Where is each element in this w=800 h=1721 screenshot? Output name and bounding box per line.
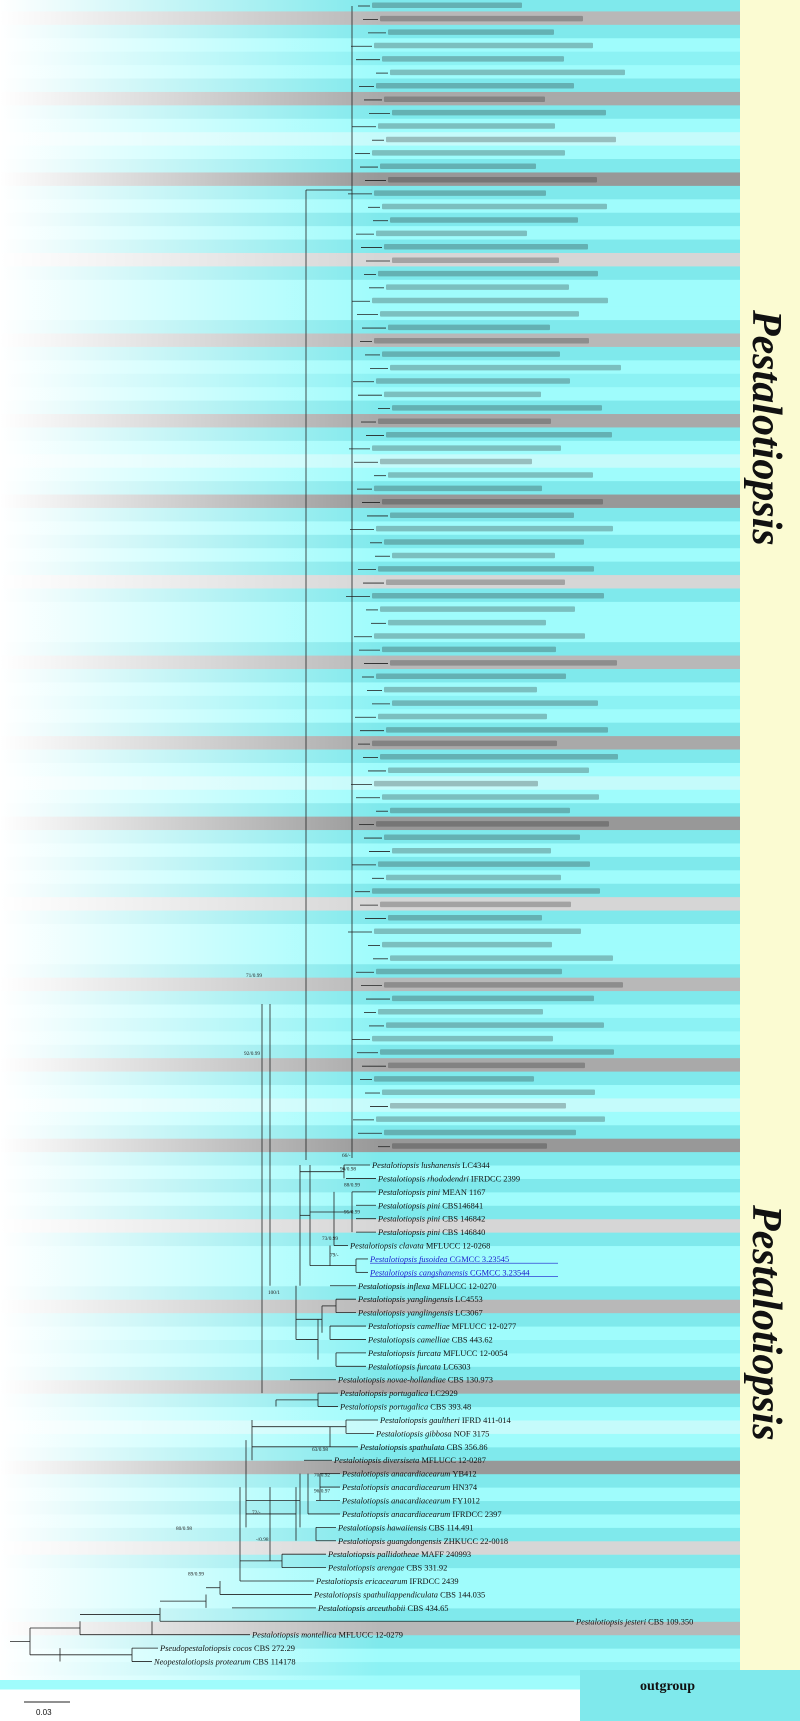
taxon-label: Pestalotiopsis montellica MFLUCC 12-0279 bbox=[252, 1630, 403, 1640]
taxon-label: Pestalotiopsis portugalica LC2929 bbox=[340, 1389, 458, 1399]
taxon-label: Pestalotiopsis arceuthobii CBS 434.65 bbox=[318, 1603, 449, 1613]
taxon-label: Pestalotiopsis spathuliappendiculata CBS 144.035 bbox=[314, 1590, 486, 1600]
taxon-label: Pestalotiopsis pini MEAN 1167 bbox=[378, 1187, 486, 1197]
outgroup-label: outgroup bbox=[640, 1679, 695, 1694]
taxon-label: Pestalotiopsis gaultheri IFRD 411-014 bbox=[380, 1415, 511, 1425]
taxon-label: Pestalotiopsis lushanensis LC4344 bbox=[372, 1161, 490, 1170]
support-value: -/0.98 bbox=[256, 1536, 269, 1543]
taxon-label: Pestalotiopsis camelliae CBS 443.62 bbox=[368, 1335, 493, 1345]
taxon-label: Pestalotiopsis camelliae MFLUCC 12-0277 bbox=[368, 1322, 517, 1332]
taxon-label: Pestalotiopsis anacardiacearum HN374 bbox=[342, 1483, 478, 1493]
taxon-label: Pestalotiopsis arengae CBS 331.92 bbox=[328, 1563, 448, 1573]
taxon-label: Neopestalotiopsis protearum CBS 114178 bbox=[154, 1657, 296, 1667]
taxon-label: Pestalotiopsis yanglingensis LC4553 bbox=[358, 1295, 483, 1305]
support-value: 95/0.99 bbox=[344, 1209, 361, 1216]
taxon-label: Pestalotiopsis yanglingensis LC3067 bbox=[358, 1308, 483, 1318]
taxon-label: Pestalotiopsis pallidotheae MAFF 240993 bbox=[328, 1550, 472, 1560]
taxon-label-highlighted: Pestalotiopsis fusoidea CGMCC 3.23545 bbox=[370, 1254, 510, 1264]
taxon-label-highlighted: Pestalotiopsis cangshanensis CGMCC 3.23544 bbox=[370, 1268, 530, 1278]
taxon-label: Pestalotiopsis furcata LC6303 bbox=[368, 1362, 471, 1372]
taxon-label: Pestalotiopsis pini CBS146841 bbox=[378, 1201, 484, 1211]
taxon-label: Pestalotiopsis diversiseta MFLUCC 12-0287 bbox=[334, 1456, 486, 1466]
clade-label: Pestalotiopsis bbox=[743, 1205, 789, 1441]
support-value: 79/- bbox=[330, 1252, 339, 1259]
taxon-label: Pestalotiopsis portugalica CBS 393.48 bbox=[340, 1402, 472, 1412]
taxon-label: Pseudopestalotiopsis cocos CBS 272.29 bbox=[160, 1644, 295, 1654]
taxon-label: Pestalotiopsis spathulata CBS 356.86 bbox=[360, 1442, 488, 1452]
taxon-label: Pestalotiopsis rhododendri IFRDCC 2399 bbox=[378, 1174, 521, 1184]
taxon-label: Pestalotiopsis clavata MFLUCC 12-0268 bbox=[350, 1241, 491, 1251]
taxon-label: Pestalotiopsis furcata MFLUCC 12-0054 bbox=[368, 1348, 508, 1358]
support-value: 63/0.98 bbox=[312, 1446, 329, 1453]
taxon-label: Pestalotiopsis pini CBS 146840 bbox=[378, 1228, 486, 1238]
support-value: 73/0.99 bbox=[322, 1236, 339, 1243]
support-value: 66/- bbox=[342, 1152, 351, 1159]
scale-bar-label: 0.03 bbox=[36, 1708, 52, 1717]
outgroup-band bbox=[580, 1670, 800, 1721]
clade-label: Pestalotiopsis bbox=[743, 310, 789, 546]
taxon-label: Pestalotiopsis jesteri CBS 109.350 bbox=[576, 1617, 694, 1627]
support-value: 96/0.98 bbox=[340, 1166, 357, 1173]
support-value: 70/0.92 bbox=[314, 1472, 331, 1479]
taxon-label: Pestalotiopsis anacardiacearum IFRDCC 2397 bbox=[342, 1509, 502, 1519]
taxon-label: Pestalotiopsis gibbosa NOF 3175 bbox=[376, 1429, 490, 1439]
taxon-label: Pestalotiopsis inflexa MFLUCC 12-0270 bbox=[358, 1281, 497, 1291]
support-value: 96/0.97 bbox=[314, 1488, 331, 1495]
support-value: 100/1 bbox=[268, 1289, 281, 1296]
taxon-label: Pestalotiopsis anacardiacearum FY1012 bbox=[342, 1496, 480, 1506]
support-value: 80/0.98 bbox=[176, 1526, 193, 1533]
taxon-label: Pestalotiopsis novae-hollandiae CBS 130.973 bbox=[338, 1375, 493, 1385]
taxon-label: Pestalotiopsis ericacearum IFRDCC 2439 bbox=[316, 1577, 459, 1587]
taxon-label: Pestalotiopsis pini CBS 146842 bbox=[378, 1214, 486, 1224]
support-value: 71/0.99 bbox=[246, 973, 263, 980]
support-value: 72/- bbox=[252, 1509, 261, 1516]
support-value: 88/0.99 bbox=[344, 1182, 361, 1189]
support-value: 89/0.99 bbox=[188, 1571, 205, 1578]
support-value: 92/0.99 bbox=[244, 1050, 261, 1057]
taxon-label: Pestalotiopsis guangdongensis ZHKUCC 22-0018 bbox=[338, 1536, 509, 1546]
taxon-label: Pestalotiopsis hawaiiensis CBS 114.491 bbox=[338, 1523, 474, 1533]
taxon-label: Pestalotiopsis anacardiacearum YB412 bbox=[342, 1469, 477, 1479]
